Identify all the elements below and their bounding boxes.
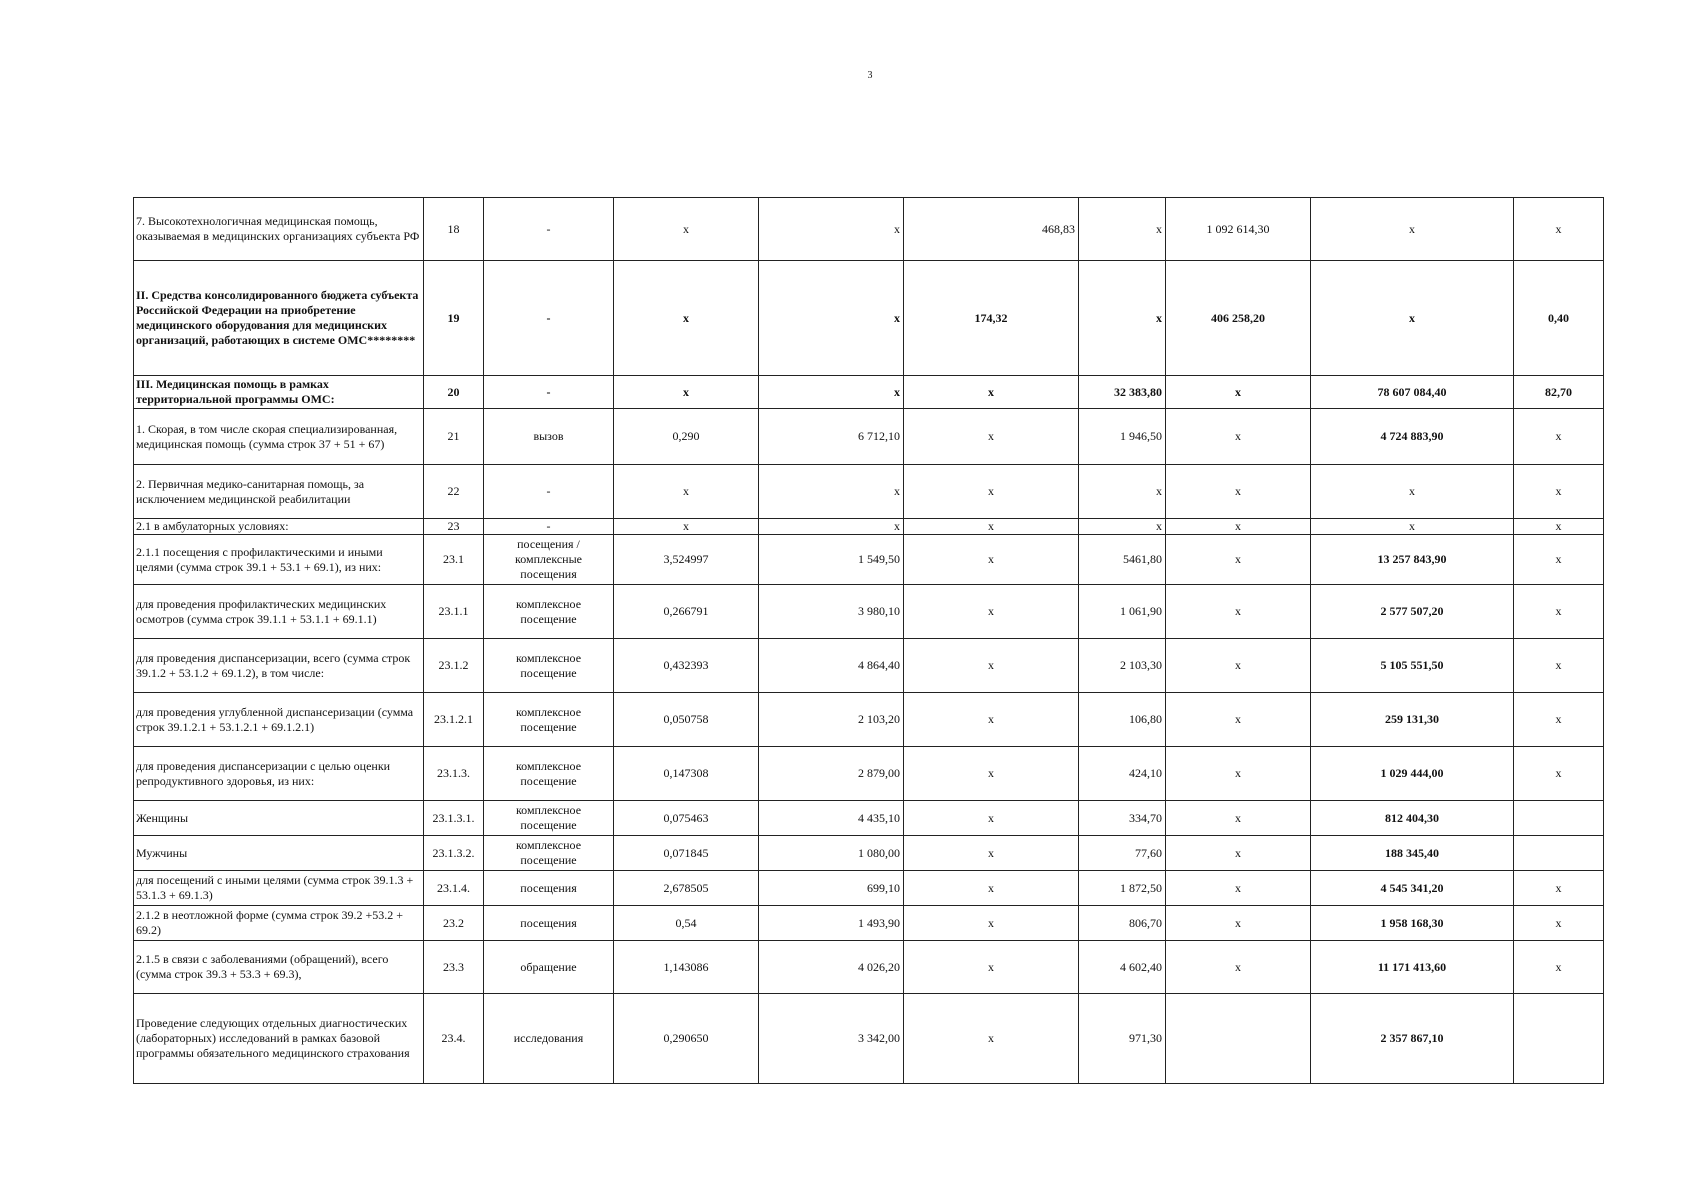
table-row xyxy=(134,941,1604,994)
row-line-number: 20 xyxy=(424,376,484,409)
table-row xyxy=(134,693,1604,747)
row-per-capita-oms: 77,60 xyxy=(1079,836,1166,871)
row-unit-cost: 4 026,20 xyxy=(759,941,904,994)
row-percent: х xyxy=(1514,747,1604,801)
row-norm-volume: 0,266791 xyxy=(614,585,759,639)
row-name: 7. Высокотехнологичная медицинская помощь, оказываемая в медицинских организациях субъекта РФ xyxy=(134,198,424,261)
row-line-number: 23.3 xyxy=(424,941,484,994)
row-unit: посещения xyxy=(484,871,614,906)
row-sum-budget: х xyxy=(1166,801,1311,836)
row-line-number: 23 xyxy=(424,519,484,535)
row-percent: х xyxy=(1514,941,1604,994)
row-sum-budget: х xyxy=(1166,585,1311,639)
table-row xyxy=(134,535,1604,585)
row-per-capita-budget: х xyxy=(904,941,1079,994)
row-per-capita-oms: 5461,80 xyxy=(1079,535,1166,585)
row-norm-volume: 0,290 xyxy=(614,409,759,465)
row-sum-budget: х xyxy=(1166,693,1311,747)
row-unit: исследования xyxy=(484,994,614,1084)
row-norm-volume: х xyxy=(614,198,759,261)
row-line-number: 23.4. xyxy=(424,994,484,1084)
row-name: 2.1 в амбулаторных условиях: xyxy=(134,519,424,535)
table-row xyxy=(134,906,1604,941)
row-unit-cost: 2 879,00 xyxy=(759,747,904,801)
row-percent xyxy=(1514,836,1604,871)
row-name: 2. Первичная медико-санитарная помощь, за исключением медицинской реабилитации xyxy=(134,465,424,519)
row-unit: - xyxy=(484,519,614,535)
row-unit-cost: 3 342,00 xyxy=(759,994,904,1084)
row-unit: - xyxy=(484,261,614,376)
table-row xyxy=(134,585,1604,639)
row-name: 2.1.5 в связи с заболеваниями (обращений), всего (сумма строк 39.3 + 53.3 + 69.3), xyxy=(134,941,424,994)
table-row xyxy=(134,747,1604,801)
row-norm-volume: 0,54 xyxy=(614,906,759,941)
row-sum-budget xyxy=(1166,994,1311,1084)
table-row xyxy=(134,801,1604,836)
table-row xyxy=(134,261,1604,376)
row-name: Мужчины xyxy=(134,836,424,871)
row-per-capita-budget: х xyxy=(904,693,1079,747)
row-norm-volume: 2,678505 xyxy=(614,871,759,906)
row-name: для проведения углубленной диспансеризации (сумма строк 39.1.2.1 + 53.1.2.1 + 69.1.2.1) xyxy=(134,693,424,747)
row-per-capita-budget: х xyxy=(904,994,1079,1084)
row-norm-volume: 3,524997 xyxy=(614,535,759,585)
row-line-number: 22 xyxy=(424,465,484,519)
row-name: для проведения профилактических медицинских осмотров (сумма строк 39.1.1 + 53.1.1 + 69.1.1) xyxy=(134,585,424,639)
row-line-number: 23.1.2.1 xyxy=(424,693,484,747)
row-per-capita-budget: х xyxy=(904,376,1079,409)
row-sum-budget: х xyxy=(1166,836,1311,871)
row-per-capita-budget: х xyxy=(904,906,1079,941)
row-unit-cost: 1 080,00 xyxy=(759,836,904,871)
row-sum-oms: 4 724 883,90 xyxy=(1311,409,1514,465)
row-name: III. Медицинская помощь в рамках территориальной программы ОМС: xyxy=(134,376,424,409)
row-norm-volume: 0,290650 xyxy=(614,994,759,1084)
row-sum-oms: 1 958 168,30 xyxy=(1311,906,1514,941)
row-sum-budget: 1 092 614,30 xyxy=(1166,198,1311,261)
row-norm-volume: х xyxy=(614,261,759,376)
row-unit: комплексное посещение xyxy=(484,747,614,801)
row-line-number: 23.1.3.1. xyxy=(424,801,484,836)
row-norm-volume: 0,075463 xyxy=(614,801,759,836)
row-norm-volume: 0,050758 xyxy=(614,693,759,747)
row-name: 2.1.1 посещения с профилактическими и иными целями (сумма строк 39.1 + 53.1 + 69.1), из них: xyxy=(134,535,424,585)
row-per-capita-oms: 2 103,30 xyxy=(1079,639,1166,693)
row-per-capita-budget: 174,32 xyxy=(904,261,1079,376)
table-row xyxy=(134,639,1604,693)
row-norm-volume: 0,147308 xyxy=(614,747,759,801)
row-unit: комплексное посещение xyxy=(484,639,614,693)
row-per-capita-oms: 424,10 xyxy=(1079,747,1166,801)
row-per-capita-budget: х xyxy=(904,836,1079,871)
row-name: Проведение следующих отдельных диагностических (лабораторных) исследований в рамках базовой программы обязательного медицинского страхования xyxy=(134,994,424,1084)
row-sum-budget: 406 258,20 xyxy=(1166,261,1311,376)
row-sum-oms: 259 131,30 xyxy=(1311,693,1514,747)
row-percent: х xyxy=(1514,465,1604,519)
row-norm-volume: х xyxy=(614,465,759,519)
row-line-number: 23.1.3. xyxy=(424,747,484,801)
row-sum-budget: х xyxy=(1166,906,1311,941)
table-row xyxy=(134,836,1604,871)
row-sum-oms: 2 357 867,10 xyxy=(1311,994,1514,1084)
row-sum-budget: х xyxy=(1166,409,1311,465)
row-sum-budget: х xyxy=(1166,871,1311,906)
row-sum-oms: 13 257 843,90 xyxy=(1311,535,1514,585)
row-sum-oms: х xyxy=(1311,198,1514,261)
row-per-capita-budget: х xyxy=(904,585,1079,639)
row-line-number: 23.1.1 xyxy=(424,585,484,639)
row-unit-cost: х xyxy=(759,519,904,535)
row-unit-cost: 4 864,40 xyxy=(759,639,904,693)
row-sum-oms: 1 029 444,00 xyxy=(1311,747,1514,801)
row-per-capita-budget: х xyxy=(904,519,1079,535)
row-line-number: 18 xyxy=(424,198,484,261)
row-per-capita-oms: х xyxy=(1079,198,1166,261)
row-line-number: 23.2 xyxy=(424,906,484,941)
row-per-capita-budget: х xyxy=(904,747,1079,801)
table-row xyxy=(134,376,1604,409)
row-name: 2.1.2 в неотложной форме (сумма строк 39.2 +53.2 + 69.2) xyxy=(134,906,424,941)
row-per-capita-budget: х xyxy=(904,409,1079,465)
row-percent: х xyxy=(1514,409,1604,465)
row-sum-oms: 188 345,40 xyxy=(1311,836,1514,871)
program-table xyxy=(133,197,1604,1084)
row-norm-volume: 0,432393 xyxy=(614,639,759,693)
row-unit-cost: 3 980,10 xyxy=(759,585,904,639)
row-sum-budget: х xyxy=(1166,747,1311,801)
row-per-capita-oms: 32 383,80 xyxy=(1079,376,1166,409)
row-per-capita-oms: 806,70 xyxy=(1079,906,1166,941)
row-line-number: 23.1.3.2. xyxy=(424,836,484,871)
row-norm-volume: х xyxy=(614,519,759,535)
row-unit: комплексное посещение xyxy=(484,693,614,747)
row-percent: х xyxy=(1514,585,1604,639)
row-sum-budget: х xyxy=(1166,941,1311,994)
table-row xyxy=(134,519,1604,535)
row-unit: комплексное посещение xyxy=(484,585,614,639)
row-unit: - xyxy=(484,198,614,261)
row-percent: х xyxy=(1514,535,1604,585)
row-percent xyxy=(1514,994,1604,1084)
row-per-capita-oms: х xyxy=(1079,261,1166,376)
row-percent: х xyxy=(1514,906,1604,941)
row-sum-oms: х xyxy=(1311,465,1514,519)
row-sum-oms: 812 404,30 xyxy=(1311,801,1514,836)
row-sum-oms: 4 545 341,20 xyxy=(1311,871,1514,906)
row-per-capita-oms: 4 602,40 xyxy=(1079,941,1166,994)
row-per-capita-oms: 1 061,90 xyxy=(1079,585,1166,639)
row-sum-budget: х xyxy=(1166,519,1311,535)
row-sum-oms: 5 105 551,50 xyxy=(1311,639,1514,693)
row-line-number: 23.1.2 xyxy=(424,639,484,693)
row-per-capita-oms: 106,80 xyxy=(1079,693,1166,747)
row-percent: х xyxy=(1514,639,1604,693)
page-number: 3 xyxy=(867,70,873,81)
row-name: для посещений с иными целями (сумма строк 39.1.3 + 53.1.3 + 69.1.3) xyxy=(134,871,424,906)
table-row xyxy=(134,198,1604,261)
row-percent: х xyxy=(1514,693,1604,747)
table-row xyxy=(134,871,1604,906)
row-name: 1. Скорая, в том числе скорая специализированная, медицинская помощь (сумма строк 37 + 51 + 67) xyxy=(134,409,424,465)
table-row xyxy=(134,465,1604,519)
row-unit-cost: 2 103,20 xyxy=(759,693,904,747)
row-per-capita-budget: х xyxy=(904,639,1079,693)
row-name: для проведения диспансеризации с целью оценки репродуктивного здоровья, из них: xyxy=(134,747,424,801)
row-unit: комплексное посещение xyxy=(484,801,614,836)
row-percent: х xyxy=(1514,198,1604,261)
row-line-number: 21 xyxy=(424,409,484,465)
row-sum-oms: 11 171 413,60 xyxy=(1311,941,1514,994)
row-per-capita-oms: 971,30 xyxy=(1079,994,1166,1084)
row-norm-volume: 1,143086 xyxy=(614,941,759,994)
row-unit: - xyxy=(484,376,614,409)
row-sum-budget: х xyxy=(1166,465,1311,519)
row-unit: посещения / комплексные посещения xyxy=(484,535,614,585)
row-unit-cost: х xyxy=(759,465,904,519)
row-norm-volume: 0,071845 xyxy=(614,836,759,871)
row-unit-cost: 4 435,10 xyxy=(759,801,904,836)
row-unit: - xyxy=(484,465,614,519)
row-percent: 0,40 xyxy=(1514,261,1604,376)
row-line-number: 23.1.4. xyxy=(424,871,484,906)
row-per-capita-oms: х xyxy=(1079,465,1166,519)
row-unit: вызов xyxy=(484,409,614,465)
row-sum-budget: х xyxy=(1166,639,1311,693)
row-per-capita-budget: х xyxy=(904,801,1079,836)
row-per-capita-oms: х xyxy=(1079,519,1166,535)
row-unit-cost: 1 493,90 xyxy=(759,906,904,941)
row-percent xyxy=(1514,801,1604,836)
row-sum-oms: х xyxy=(1311,519,1514,535)
row-sum-oms: 78 607 084,40 xyxy=(1311,376,1514,409)
row-unit-cost: х xyxy=(759,198,904,261)
row-name: для проведения диспансеризации, всего (сумма строк 39.1.2 + 53.1.2 + 69.1.2), в том числе: xyxy=(134,639,424,693)
row-unit-cost: 6 712,10 xyxy=(759,409,904,465)
row-name: Женщины xyxy=(134,801,424,836)
row-percent: х xyxy=(1514,871,1604,906)
row-unit-cost: х xyxy=(759,376,904,409)
row-percent: х xyxy=(1514,519,1604,535)
row-line-number: 19 xyxy=(424,261,484,376)
row-unit-cost: х xyxy=(759,261,904,376)
table-row xyxy=(134,994,1604,1084)
row-percent: 82,70 xyxy=(1514,376,1604,409)
row-per-capita-budget: х xyxy=(904,871,1079,906)
row-per-capita-oms: 1 946,50 xyxy=(1079,409,1166,465)
row-per-capita-budget: 468,83 xyxy=(904,198,1079,261)
row-unit: обращение xyxy=(484,941,614,994)
row-per-capita-budget: х xyxy=(904,465,1079,519)
row-unit-cost: 1 549,50 xyxy=(759,535,904,585)
row-unit-cost: 699,10 xyxy=(759,871,904,906)
row-per-capita-budget: х xyxy=(904,535,1079,585)
row-sum-budget: х xyxy=(1166,376,1311,409)
table-row xyxy=(134,409,1604,465)
row-per-capita-oms: 334,70 xyxy=(1079,801,1166,836)
row-norm-volume: х xyxy=(614,376,759,409)
row-sum-oms: 2 577 507,20 xyxy=(1311,585,1514,639)
row-sum-oms: х xyxy=(1311,261,1514,376)
row-sum-budget: х xyxy=(1166,535,1311,585)
row-line-number: 23.1 xyxy=(424,535,484,585)
row-unit: комплексное посещение xyxy=(484,836,614,871)
row-per-capita-oms: 1 872,50 xyxy=(1079,871,1166,906)
row-name: II. Средства консолидированного бюджета субъекта Российской Федерации на приобретение медицинского оборудования для медицинских организаций, работающих в системе ОМС******** xyxy=(134,261,424,376)
row-unit: посещения xyxy=(484,906,614,941)
